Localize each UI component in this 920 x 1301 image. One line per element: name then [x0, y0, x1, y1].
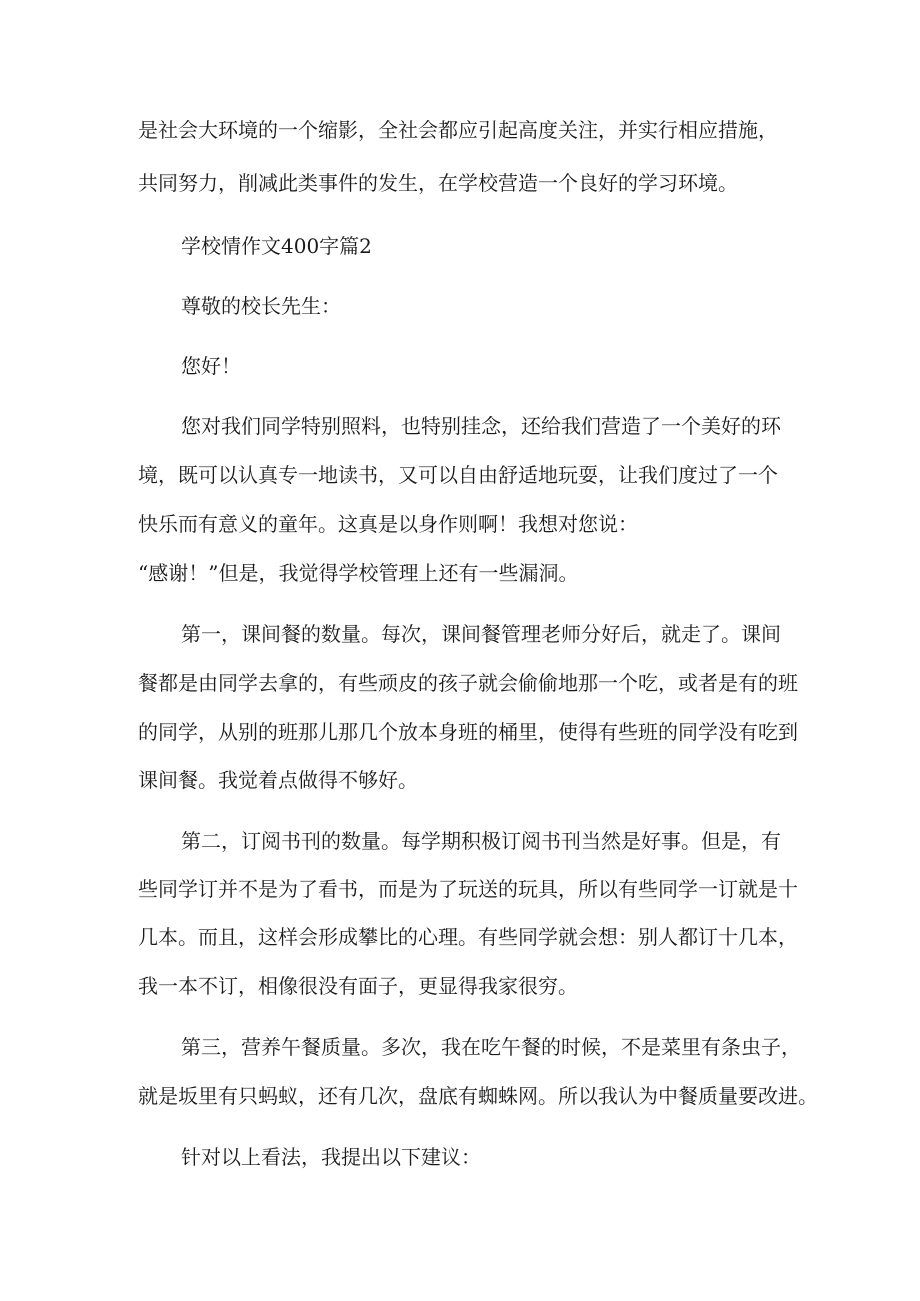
- text-line-19: 就是坂里有只蚂蚁，还有几次，盘底有蜘蛛网。所以我认为中餐质量要改进。: [138, 1084, 818, 1108]
- text-line-11: 餐都是由同学去拿的，有些顽皮的孩子就会偷偷地那一个吃，或者是有的班: [138, 671, 798, 695]
- text-line-1: 是社会大环境的一个缩影，全社会都应引起高度关注，并实行相应措施，: [138, 118, 778, 142]
- text-line-14: 第二，订阅书刊的数量。每学期积极订阅书刊当然是好事。但是，有: [181, 829, 781, 853]
- text-line-12: 的同学，从别的班那儿那几个放本身班的桶里，使得有些班的同学没有吃到: [138, 720, 798, 744]
- text-line-13: 课间餐。我觉着点做得不够好。: [138, 768, 418, 792]
- text-line-16: 几本。而且，这样会形成攀比的心理。有些同学就会想：别人都订十几本，: [138, 925, 798, 949]
- greeting: 您好！: [181, 354, 241, 378]
- text-line-7: 境，既可以认真专一地读书，又可以自由舒适地玩耍，让我们度过了一个: [138, 463, 778, 487]
- text-line-9: “感谢！”但是，我觉得学校管理上还有一些漏洞。: [138, 561, 579, 585]
- text-line-15: 些同学订并不是为了看书，而是为了玩送的玩具，所以有些同学一订就是十: [138, 877, 798, 901]
- text-line-18: 第三，营养午餐质量。多次，我在吃午餐的时候，不是菜里有条虫子，: [181, 1035, 801, 1059]
- text-line-8: 快乐而有意义的童年。这真是以身作则啊！我想对您说：: [138, 512, 638, 536]
- text-line-17: 我一本不订，相像很没有面子，更显得我家很穷。: [138, 974, 578, 998]
- text-line-2: 共同努力，削减此类事件的发生，在学校营造一个良好的学习环境。: [138, 171, 738, 195]
- text-line-20: 针对以上看法，我提出以下建议：: [181, 1145, 481, 1169]
- section-heading: 学校情作文400字篇2: [181, 234, 372, 258]
- text-line-6: 您对我们同学特别照料，也特别挂念，还给我们营造了一个美好的环: [181, 414, 781, 438]
- salutation: 尊敬的校长先生：: [181, 294, 341, 318]
- text-line-10: 第一，课间餐的数量。每次，课间餐管理老师分好后，就走了。课间: [181, 622, 781, 646]
